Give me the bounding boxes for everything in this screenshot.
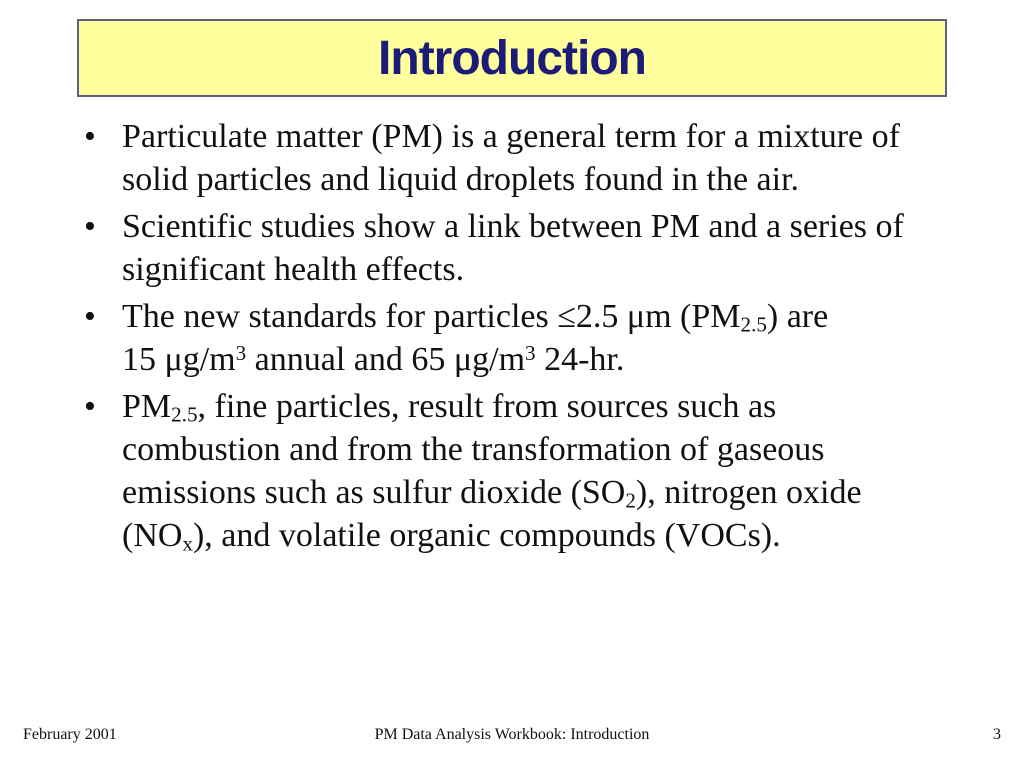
bullet-list [76,115,996,561]
bullet-item [76,385,996,557]
bullet-text: The new standards for particles ≤2.5 μm $(PM_{2.5})$ are 15 $\mu g/m^3$ annual and 65 $\mu g/m^3$ 24-hr. [122,298,829,378]
bullet-icon: • [84,208,96,245]
bullet-icon: • [84,118,96,155]
title-box [77,19,947,97]
bullet-item [76,295,996,381]
bullet-item [76,115,996,201]
bullet-icon: • [84,298,96,335]
footer-title: PM Data Analysis Workbook: Introduction [374,726,650,743]
footer-page-number: 3 [993,726,1001,743]
footer-date: February 2001 [23,726,117,743]
page-title: Introduction [378,31,646,85]
bullet-text: $PM_{2.5}$, fine particles, result from sources such as combustion and from the transformation of gaseous emissions such as sulfur dioxide $(SO_2)$, nitrogen oxide $(NO_x)$, and volatile organic compounds (VOCs). [122,388,862,556]
slide-footer [0,725,1024,745]
bullet-text: Particulate matter (PM) is a general term for a mixture of solid particles and liquid droplets found in the air. [122,118,900,198]
bullet-text: Scientific studies show a link between PM and a series of significant health effects. [122,208,904,288]
bullet-icon: • [84,388,96,425]
bullet-item [76,205,996,291]
